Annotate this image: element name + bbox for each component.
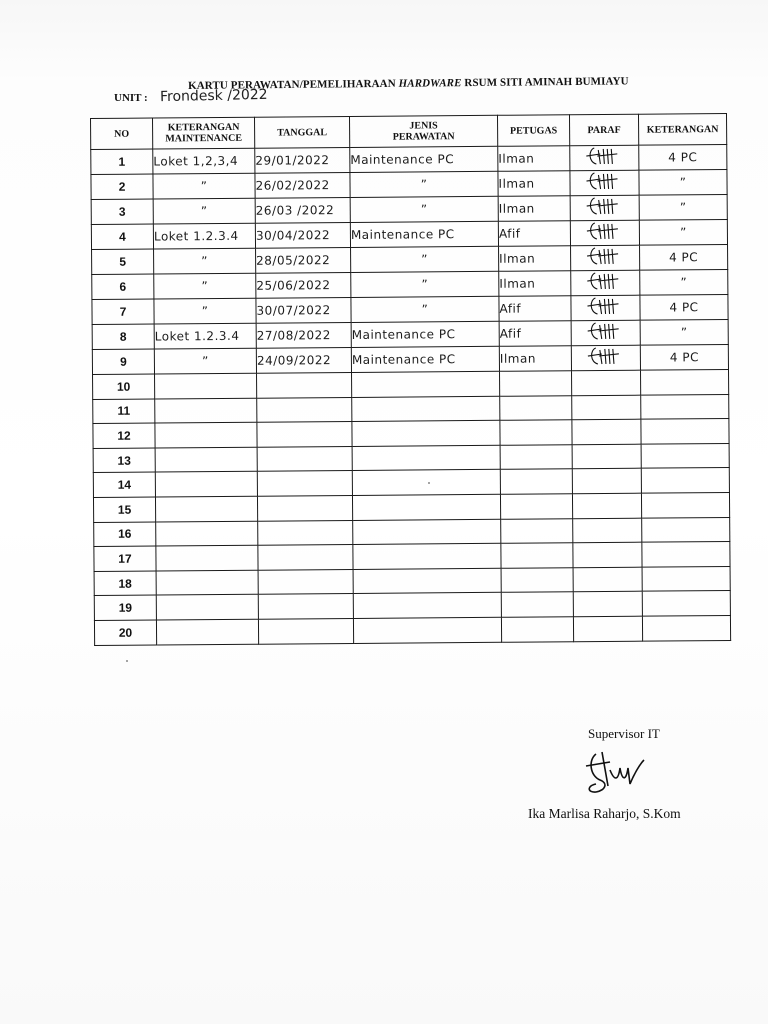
cell-paraf [573, 616, 642, 641]
scan-speck [428, 482, 430, 484]
cell-no: 17 [94, 546, 156, 571]
cell-keterangan-maintenance [155, 447, 257, 472]
paraf-signature [585, 271, 625, 295]
cell-keterangan [642, 591, 730, 616]
cell-keterangan-maintenance: ” [154, 248, 256, 274]
cell-keterangan [642, 517, 730, 542]
cell-keterangan: 4 PC [640, 344, 728, 370]
cell-petugas [501, 617, 573, 642]
cell-keterangan [641, 468, 729, 493]
paraf-signature [584, 146, 624, 170]
cell-keterangan-maintenance: ” [154, 273, 256, 299]
cell-jenis-perawatan [353, 617, 501, 643]
cell-paraf [573, 592, 642, 617]
cell-paraf [572, 419, 641, 444]
cell-no: 6 [92, 274, 154, 299]
cell-paraf [571, 245, 640, 271]
cell-petugas: Ilman [499, 246, 571, 272]
cell-petugas [500, 420, 572, 445]
cell-keterangan: ” [639, 194, 727, 220]
cell-jenis-perawatan: ” [350, 171, 498, 197]
cell-jenis-perawatan: Maintenance PC [351, 346, 499, 372]
cell-no: 14 [93, 472, 155, 497]
title-part-1: KARTU PERAWATAN/PEMELIHARAAN [188, 77, 399, 92]
cell-jenis-perawatan: Maintenance PC [350, 221, 498, 247]
cell-no: 19 [94, 595, 156, 620]
cell-paraf [573, 518, 642, 543]
cell-keterangan: ” [639, 169, 727, 195]
header-no: NO [91, 118, 153, 149]
cell-jenis-perawatan [352, 420, 500, 446]
cell-paraf [571, 295, 640, 321]
table-body [91, 145, 731, 646]
cell-petugas: Ilman [498, 146, 570, 172]
header-keterangan-maintenance-line-1: KETERANGAN [167, 121, 240, 134]
cell-keterangan: 4 PC [639, 145, 727, 171]
paraf-signature [585, 296, 625, 320]
cell-keterangan: 4 PC [640, 294, 728, 320]
cell-jenis-perawatan [353, 543, 501, 569]
cell-petugas: Afif [499, 321, 571, 347]
cell-jenis-perawatan: Maintenance PC [350, 146, 498, 172]
header-paraf: PARAF [569, 114, 638, 146]
cell-no: 4 [91, 224, 153, 249]
cell-no: 8 [92, 324, 154, 349]
cell-keterangan-maintenance [156, 521, 258, 546]
cell-paraf [572, 493, 641, 518]
cell-keterangan-maintenance [155, 422, 257, 447]
cell-tanggal [258, 618, 353, 643]
supervisor-signature [582, 746, 662, 801]
cell-petugas [501, 592, 573, 617]
cell-keterangan: ” [639, 219, 727, 245]
cell-petugas: Afif [498, 221, 570, 247]
title-part-2: RSUM SITI AMINAH BUMIAYU [461, 75, 629, 90]
cell-tanggal [258, 569, 353, 594]
cell-tanggal [257, 495, 352, 520]
cell-petugas [500, 469, 572, 494]
cell-jenis-perawatan [352, 445, 500, 471]
cell-paraf [573, 542, 642, 567]
cell-petugas [500, 445, 572, 470]
cell-keterangan [640, 369, 728, 394]
cell-no: 9 [92, 349, 154, 374]
cell-paraf [571, 320, 640, 346]
cell-tanggal: 25/06/2022 [256, 272, 351, 298]
header-jenis-line-1: JENIS [409, 120, 438, 132]
cell-jenis-perawatan: ” [351, 271, 499, 297]
cell-tanggal: 28/05/2022 [256, 247, 351, 273]
cell-tanggal [257, 446, 352, 471]
cell-petugas [501, 567, 573, 592]
cell-petugas: Afif [499, 296, 571, 322]
cell-no: 1 [91, 149, 153, 174]
supervisor-title: Supervisor IT [588, 726, 660, 741]
paraf-signature [585, 196, 625, 220]
cell-paraf [571, 370, 640, 395]
cell-no: 5 [92, 249, 154, 274]
cell-keterangan [641, 394, 729, 419]
cell-petugas: Ilman [499, 271, 571, 297]
maintenance-table [90, 113, 731, 646]
cell-no: 10 [93, 374, 155, 399]
cell-keterangan-maintenance [156, 619, 258, 644]
cell-tanggal [257, 471, 352, 496]
header-keterangan-maintenance-line-2: MAINTENANCE [165, 132, 243, 145]
cell-tanggal: 26/03 /2022 [255, 197, 350, 223]
supervisor-name: Ika Marlisa Raharjo, S.Kom [528, 806, 681, 821]
cell-tanggal: 30/07/2022 [256, 297, 351, 323]
scan-speck [126, 660, 128, 662]
cell-tanggal [258, 594, 353, 619]
cell-paraf [572, 395, 641, 420]
cell-keterangan-maintenance [155, 398, 257, 423]
cell-paraf [573, 567, 642, 592]
cell-no: 20 [94, 620, 156, 645]
header-jenis-line-2: PERAWATAN [392, 131, 455, 143]
title-hardware: HARDWARE [398, 77, 462, 90]
paraf-signature [585, 246, 625, 270]
paraf-signature [586, 346, 626, 370]
paraf-signature [584, 171, 624, 195]
cell-keterangan [641, 443, 729, 468]
cell-keterangan-maintenance [155, 496, 257, 521]
cell-keterangan-maintenance: ” [154, 298, 256, 324]
cell-paraf [572, 469, 641, 494]
header-tanggal: TANGGAL [254, 116, 349, 148]
cell-keterangan [642, 615, 730, 640]
cell-tanggal [258, 545, 353, 570]
header-keterangan-maintenance [153, 117, 255, 149]
header-petugas: PETUGAS [497, 115, 569, 147]
cell-jenis-perawatan: ” [351, 246, 499, 272]
cell-no: 3 [91, 199, 153, 224]
cell-no: 13 [93, 448, 155, 473]
cell-tanggal [257, 397, 352, 422]
cell-jenis-perawatan [352, 470, 500, 496]
cell-keterangan [642, 566, 730, 591]
header-jenis-perawatan [349, 115, 497, 147]
cell-keterangan: ” [640, 319, 728, 345]
cell-tanggal [257, 372, 352, 397]
cell-tanggal [257, 422, 352, 447]
cell-petugas: Ilman [498, 196, 570, 222]
cell-paraf [570, 145, 639, 171]
cell-no: 2 [91, 174, 153, 199]
cell-tanggal: 24/09/2022 [256, 347, 351, 373]
cell-keterangan-maintenance: Loket 1,2,3,4 [153, 148, 255, 174]
cell-paraf [571, 345, 640, 371]
cell-keterangan-maintenance [155, 373, 257, 398]
paraf-signature [585, 221, 625, 245]
cell-paraf [571, 270, 640, 296]
cell-keterangan-maintenance [156, 545, 258, 570]
cell-paraf [570, 170, 639, 196]
cell-petugas: Ilman [499, 346, 571, 372]
cell-jenis-perawatan [353, 593, 501, 619]
cell-keterangan: 4 PC [640, 244, 728, 270]
cell-jenis-perawatan [352, 396, 500, 422]
cell-petugas: Ilman [498, 171, 570, 197]
cell-keterangan-maintenance [156, 595, 258, 620]
paraf-signature [586, 321, 626, 345]
cell-keterangan-maintenance: Loket 1.2.3.4 [154, 323, 256, 349]
cell-keterangan [642, 542, 730, 567]
cell-no: 12 [93, 423, 155, 448]
cell-petugas [501, 543, 573, 568]
cell-keterangan-maintenance [156, 570, 258, 595]
cell-jenis-perawatan [353, 519, 501, 545]
cell-no: 18 [94, 571, 156, 596]
cell-keterangan [641, 419, 729, 444]
cell-keterangan-maintenance: Loket 1.2.3.4 [153, 223, 255, 249]
cell-keterangan-maintenance: ” [153, 198, 255, 224]
cell-tanggal: 27/08/2022 [256, 322, 351, 348]
maintenance-table-wrapper [90, 113, 731, 646]
cell-keterangan-maintenance: ” [153, 173, 255, 199]
unit-value: Frondesk /2022 [159, 86, 268, 106]
cell-jenis-perawatan: Maintenance PC [351, 321, 499, 347]
cell-jenis-perawatan: ” [351, 296, 499, 322]
cell-petugas [501, 518, 573, 543]
cell-petugas [500, 371, 572, 396]
cell-keterangan-maintenance: ” [154, 348, 256, 374]
header-keterangan: KETERANGAN [638, 114, 726, 146]
table-row [94, 615, 730, 645]
cell-petugas [500, 494, 572, 519]
cell-no: 11 [93, 399, 155, 424]
cell-tanggal: 30/04/2022 [255, 222, 350, 248]
cell-keterangan-maintenance [155, 472, 257, 497]
cell-no: 16 [94, 522, 156, 547]
cell-paraf [572, 444, 641, 469]
cell-no: 7 [92, 299, 154, 324]
cell-keterangan: ” [640, 269, 728, 295]
cell-keterangan [641, 492, 729, 517]
cell-tanggal [258, 520, 353, 545]
cell-jenis-perawatan: ” [350, 196, 498, 222]
cell-tanggal: 29/01/2022 [255, 147, 350, 173]
cell-jenis-perawatan [352, 371, 500, 397]
cell-paraf [570, 220, 639, 246]
unit-label: UNIT : [114, 92, 148, 104]
table-header-row [91, 114, 727, 150]
cell-tanggal: 26/02/2022 [255, 172, 350, 198]
cell-paraf [570, 195, 639, 221]
cell-jenis-perawatan [352, 494, 500, 520]
cell-jenis-perawatan [353, 568, 501, 594]
cell-petugas [500, 395, 572, 420]
cell-no: 15 [93, 497, 155, 522]
